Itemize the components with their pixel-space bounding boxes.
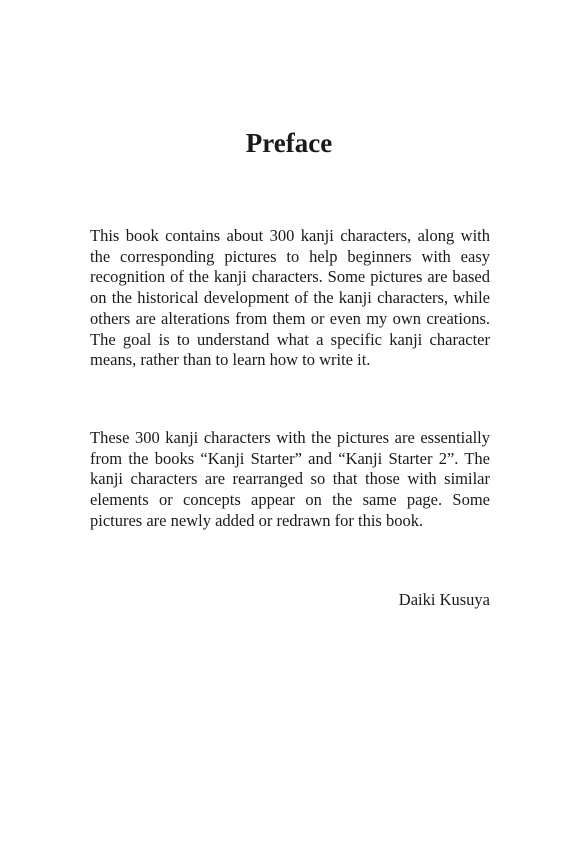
preface-paragraph-1: This book contains about 300 kanji characters, along with the corresponding pictures to help beginners with easy recognition of the kanji characters. Some pictures are based on the historical development of the kanji characters, while others are alterations from them or even my own creations. The goal is to understand what a specific kanji character means, rather than to learn how to write it. [90,226,490,370]
preface-paragraph-2: These 300 kanji characters with the pictures are essentially from the books “Kanji Starter” and “Kanji Starter 2”. The kanji characters are rearranged so that those with similar elements or concepts appear on the same page. Some pictures are newly added or redrawn for this book. [90,428,490,530]
page-title: Preface [245,128,333,158]
author-signature: Daiki Kusuya [398,590,490,609]
